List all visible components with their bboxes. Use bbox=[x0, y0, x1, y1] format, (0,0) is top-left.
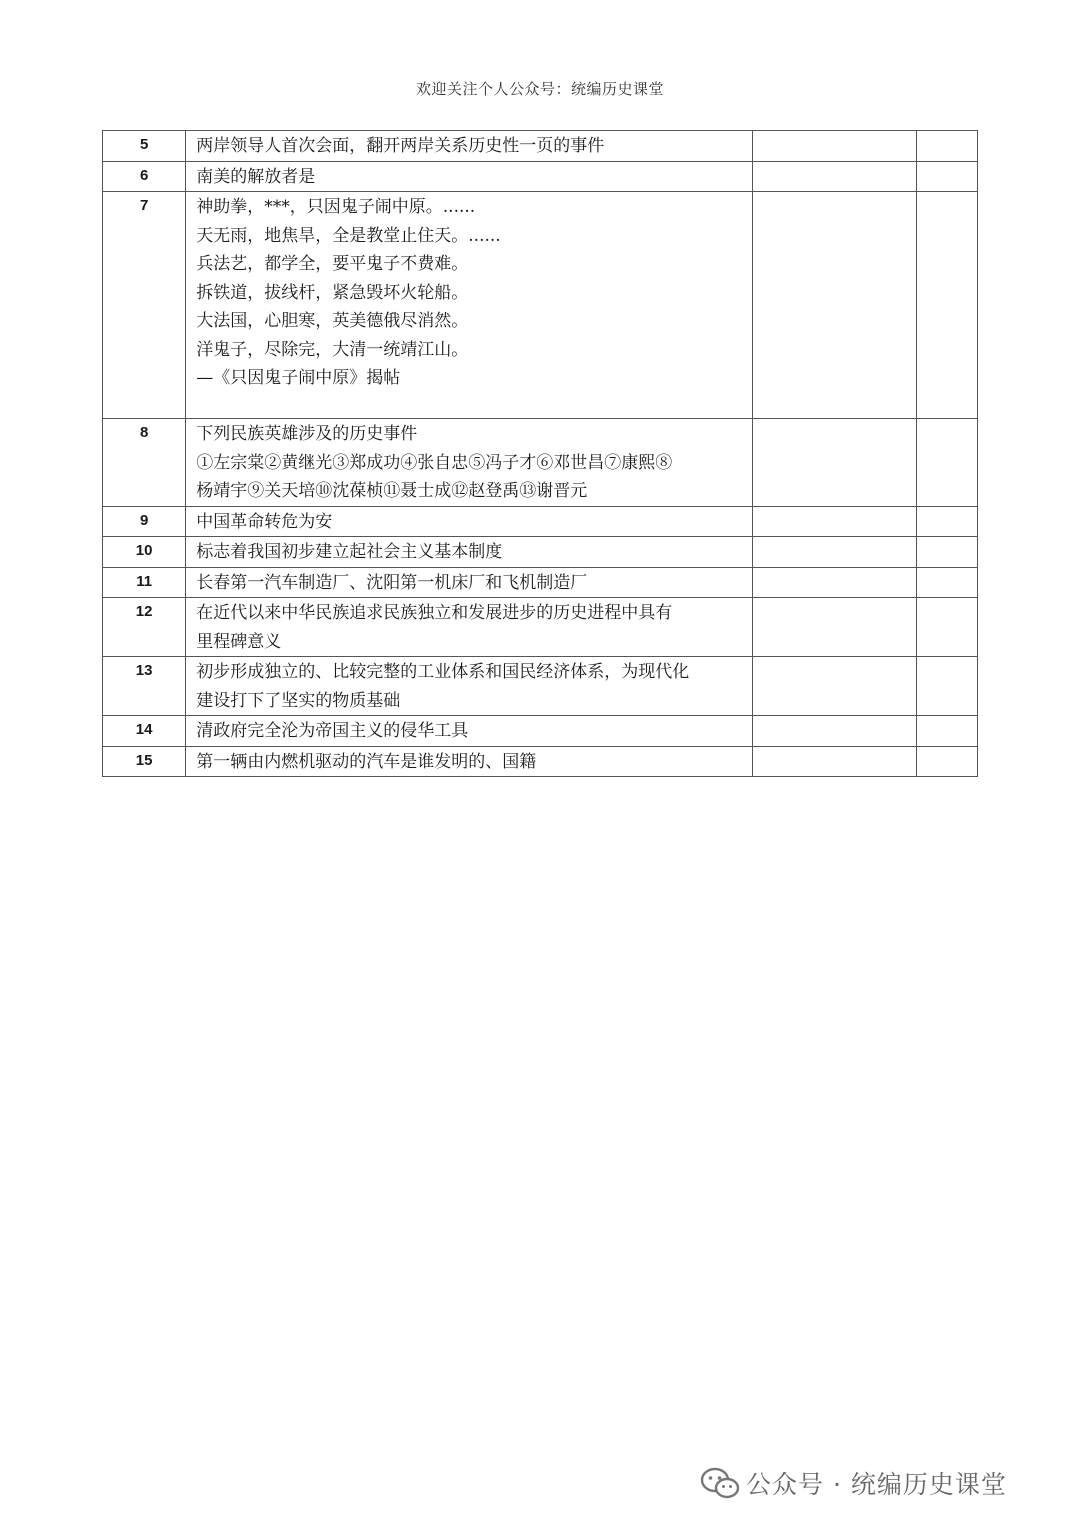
table-row bbox=[103, 716, 978, 747]
table-row bbox=[103, 598, 978, 657]
question-line: 建设打下了坚实的物质基础 bbox=[196, 690, 401, 711]
question-text bbox=[186, 419, 753, 507]
answer-cell[interactable] bbox=[753, 506, 917, 537]
question-line: 中国革命转危为安 bbox=[196, 511, 333, 532]
answer-cell[interactable] bbox=[753, 161, 917, 192]
question-number: 15 bbox=[103, 746, 186, 777]
question-text bbox=[186, 506, 753, 537]
question-text bbox=[186, 567, 753, 598]
wechat-icon bbox=[700, 1467, 740, 1499]
score-cell[interactable] bbox=[916, 657, 977, 716]
question-text bbox=[186, 598, 753, 657]
question-number: 11 bbox=[103, 567, 186, 598]
question-line: 里程碑意义 bbox=[196, 631, 282, 652]
question-line: 第一辆由内燃机驱动的汽车是谁发明的、国籍 bbox=[196, 751, 537, 772]
question-number: 14 bbox=[103, 716, 186, 747]
question-line: 拆铁道，拔线杆，紧急毁坏火轮船。 bbox=[196, 282, 469, 303]
table-row bbox=[103, 567, 978, 598]
question-line: 大法国，心胆寒，英美德俄尽消然。 bbox=[196, 311, 469, 331]
question-line: 洋鬼子，尽除完，大清一统靖江山。 bbox=[196, 339, 469, 360]
answer-cell[interactable] bbox=[753, 192, 917, 419]
score-cell[interactable] bbox=[916, 537, 977, 568]
table-row bbox=[103, 192, 978, 419]
question-number: 6 bbox=[103, 161, 186, 192]
question-line: 兵法艺，都学全，要平鬼子不费难。 bbox=[196, 254, 469, 274]
question-text bbox=[186, 746, 753, 777]
question-number: 10 bbox=[103, 537, 186, 568]
score-cell[interactable] bbox=[916, 161, 977, 192]
table-row bbox=[103, 746, 978, 777]
question-number: 8 bbox=[103, 419, 186, 507]
question-line: —《只因鬼子闹中原》揭帖 bbox=[196, 368, 401, 388]
question-text bbox=[186, 657, 753, 716]
answer-cell[interactable] bbox=[753, 657, 917, 716]
question-line: 长春第一汽车制造厂、沈阳第一机床厂和飞机制造厂 bbox=[196, 572, 588, 593]
question-number: 12 bbox=[103, 598, 186, 657]
question-line: 南美的解放者是 bbox=[196, 166, 316, 187]
question-number: 13 bbox=[103, 657, 186, 716]
page-header: 欢迎关注个人公众号：统编历史课堂 bbox=[415, 80, 664, 98]
score-cell[interactable] bbox=[916, 716, 977, 747]
question-line: 在近代以来中华民族追求民族独立和发展进步的历史进程中具有 bbox=[196, 603, 673, 623]
question-line: 初步形成独立的、比较完整的工业体系和国民经济体系，为现代化 bbox=[196, 662, 690, 682]
question-number: 9 bbox=[103, 506, 186, 537]
question-text bbox=[186, 131, 753, 162]
question-line: 标志着我国初步建立起社会主义基本制度 bbox=[196, 542, 503, 562]
footer-text: 公众号 · 统编历史课堂 bbox=[746, 1470, 1007, 1499]
question-text bbox=[186, 537, 753, 568]
table-row bbox=[103, 657, 978, 716]
watermark-footer bbox=[700, 1463, 1007, 1503]
question-line: 下列民族英雄涉及的历史事件 bbox=[196, 424, 418, 444]
question-line: 杨靖宇⑨关天培⑩沈葆桢⑪聂士成⑫赵登禹⑬谢晋元 bbox=[196, 481, 588, 501]
question-number: 7 bbox=[103, 192, 186, 419]
score-cell[interactable] bbox=[916, 419, 977, 507]
question-table bbox=[102, 130, 978, 777]
answer-cell[interactable] bbox=[753, 716, 917, 747]
question-number: 5 bbox=[103, 131, 186, 162]
answer-cell[interactable] bbox=[753, 598, 917, 657]
question-line: 天无雨，地焦旱，全是教堂止住天。...... bbox=[196, 225, 501, 246]
answer-cell[interactable] bbox=[753, 746, 917, 777]
answer-cell[interactable] bbox=[753, 537, 917, 568]
question-text bbox=[186, 161, 753, 192]
score-cell[interactable] bbox=[916, 192, 977, 419]
score-cell[interactable] bbox=[916, 598, 977, 657]
table-row bbox=[103, 537, 978, 568]
answer-cell[interactable] bbox=[753, 567, 917, 598]
answer-cell[interactable] bbox=[753, 131, 917, 162]
question-text bbox=[186, 192, 753, 419]
score-cell[interactable] bbox=[916, 746, 977, 777]
question-text bbox=[186, 716, 753, 747]
question-line: 两岸领导人首次会面，翻开两岸关系历史性一页的事件 bbox=[196, 136, 605, 156]
table-row bbox=[103, 131, 978, 162]
question-line: ①左宗棠②黄继光③郑成功④张自忠⑤冯子才⑥邓世昌⑦康熙⑧ bbox=[196, 452, 673, 473]
table-row bbox=[103, 161, 978, 192]
table-row bbox=[103, 419, 978, 507]
table-row bbox=[103, 506, 978, 537]
score-cell[interactable] bbox=[916, 567, 977, 598]
score-cell[interactable] bbox=[916, 131, 977, 162]
score-cell[interactable] bbox=[916, 506, 977, 537]
question-line: 清政府完全沦为帝国主义的侵华工具 bbox=[196, 721, 469, 741]
question-line: 神助拳，***，只因鬼子闹中原。...... bbox=[196, 197, 476, 217]
answer-cell[interactable] bbox=[753, 419, 917, 507]
